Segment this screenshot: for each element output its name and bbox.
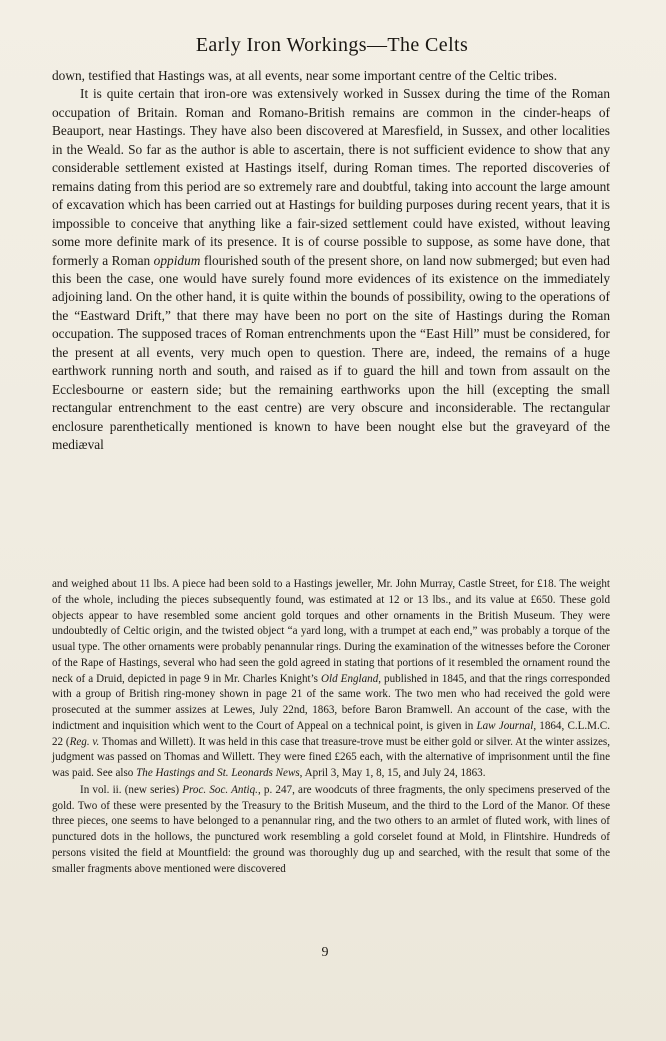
footnote-text: , published in 1845, and that the rings corresponded with a group of British ring-money shown in page 21 of the same work. The two men who had received the gold were prosecuted at the summer assizes at Lewes, July 22nd, 1863, before Baron Bramwell. An account of the case, with the indictment and inquisition which went to the Court of Appeal on a technical point, is given in [52, 672, 610, 732]
paragraph-text: flourished south of the present shore, on land now submerged; but even had this been the case, one would have surely found more evidences of its existence on the immediately adjoining land. On the other hand, it is quite within the bounds of possibility, owing to the operations of the “Eastward Drift,” that there may have been no port on the site of Hastings during the Roman occupation. The supposed traces of Roman entrenchments upon the “East Hill” must be considered, for the present at all events, very much open to question. There are, indeed, the remains of a huge earthwork running north and south, and raised as if to guard the hill and town from assault on the Ecclesbourne or eastern side; but the remaining earthworks upon the hill (excepting the small rectangular entrenchment to the east centre) are very obscure and inconsiderable. The rectangular enclosure parenthetically mentioned is known to have been nought else but the graveyard of the mediæval [52, 252, 610, 453]
page-number: 9 [321, 945, 329, 960]
running-header: Early Iron Workings—The Celts [195, 34, 469, 56]
citation-proc-soc-antiq: Proc. Soc. Antiq. [182, 783, 258, 796]
citation-reg-v: Reg. v. [69, 735, 100, 748]
citation-old-england: Old England [321, 672, 379, 685]
paragraph-text: It is quite certain that iron-ore was extensively worked in Sussex during the time of the Roman occupation of Britain. Roman and Romano-British remains are common in the cinder-heaps of Beauport, near Hastings. They have also been discovered at Maresfield, in Sussex, and other localities in the Weald. So far as the author is able to ascertain, there is not sufficient evidence to show that any considerable settlement existed at Hastings itself, during Roman times. The reported discoveries of remains dating from this period are so extremely rare and doubtful, taking into account the large amount of excavation which has been carried out at Hastings for building purposes during recent years, that it is impossible to conceive that anything like a fair-sized settlement could have existed, without leaving some more definite mark of its presence. It is of course possible to suppose, as some have done, that formerly a Roman [52, 86, 610, 268]
footnotes [52, 577, 610, 877]
footnote-text: In vol. ii. (new series) [80, 783, 183, 796]
citation-hastings-news: The Hastings and St. Leonards News [136, 767, 300, 779]
main-text [52, 67, 610, 455]
paragraph-roman-occupation [52, 85, 610, 454]
footnote-text: Thomas and Willett). It was held in this case that treasure-trove must be either gold or silver. At the winter assizes, judgment was passed on Thomas and Willett. They were fined £265 each, with the alternative of imprisonment until the fine was paid. See also [52, 735, 611, 779]
italic-term-oppidum: oppidum [153, 252, 201, 268]
footnote-text: , April 3, May 1, 8, 15, and July 24, 1863. [299, 767, 486, 779]
paragraph-continuation: down, testified that Hastings was, at all events, near some important centre of the Celtic tribes. [52, 68, 558, 83]
footnote-text: , 1864, C.L.M.C. 22 ( [52, 719, 610, 748]
citation-law-journal: Law Journal [476, 719, 534, 732]
footnote-text: , p. 247, are woodcuts of three fragments, the only specimens preserved of the gold. Two of these were presented by the Treasury to the British Museum, and the third to the Lord of the Manor. Of these three pieces, one seems to have belonged to a penannular ring, and the two others to an armlet of fluted work, with lines of punctured dots in the hollows, the punctured work resembling a gold corselet found at Mold, in Flintshire. Hundreds of persons visited the field at Mountfield: the ground was thoroughly dug up and searched, with the result that some of the smaller fragments above mentioned were discovered [52, 783, 610, 875]
footnote-continuation [52, 577, 610, 782]
footnote-text: and weighed about 11 lbs. A piece had been sold to a Hastings jeweller, Mr. John Murray, Castle Street, for £18. The weight of the whole, including the pieces subsequently found, was estimated at 12 or 13 lbs., and its value at £650. These gold objects appear to have resembled some ancient gold torques and other ornaments in the British Museum. They were undoubtedly of Celtic origin, and the twisted object “a yard long, with a trumpet at each end,” was probably a torque of the usual type. The other ornaments were probably penannular rings. During the examination of the witnesses before the Coroner of the Rape of Hastings, several who had seen the gold agreed in stating that portions of it resembled the ornament round the neck of a Druid, depicted in page 9 in Mr. Charles Knight’s [52, 578, 610, 685]
footnote-paragraph-proc-soc [52, 783, 610, 878]
